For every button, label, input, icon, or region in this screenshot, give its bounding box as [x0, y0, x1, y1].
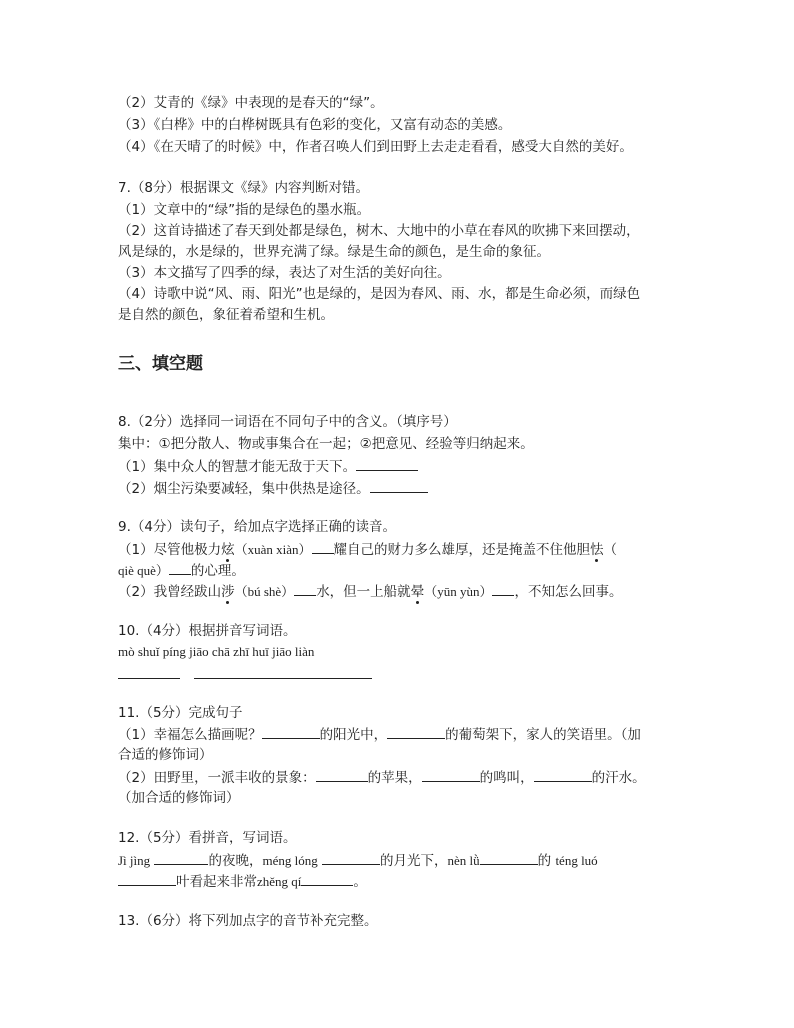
answer-blank[interactable]	[356, 456, 418, 471]
q12-text: 。	[353, 874, 367, 890]
dotted-char: 涉	[221, 584, 235, 600]
q7-line-4a: （4）诗歌中说“风、雨、阳光”也是绿的，是因为春风、雨、水，都是生命必须，而绿色	[118, 286, 641, 302]
q12-line-1	[118, 850, 598, 871]
q7-line-1: （1）文章中的“绿”指的是绿色的墨水瓶。	[118, 202, 371, 218]
answer-blank[interactable]	[422, 767, 480, 782]
answer-blank[interactable]	[169, 560, 191, 575]
q9-text: 耀自己的财力多么雄厚，还是掩盖不住他胆	[333, 542, 590, 558]
q9-line-2	[118, 581, 622, 602]
dotted-char: 晕	[410, 584, 425, 600]
q12-text: 的月光下，	[380, 853, 448, 869]
answer-blank[interactable]	[294, 581, 316, 596]
q8-line-2	[118, 478, 428, 499]
answer-blank[interactable]	[387, 724, 445, 739]
q8-title: 8.（2分）选择同一词语在不同句子中的含义。（填序号）	[118, 414, 457, 430]
q12-text: 的夜晚，	[208, 853, 263, 869]
q11-line-1b: 合适的修饰词）	[118, 747, 213, 763]
q8-line-1	[118, 456, 418, 477]
q9-pinyin-options: （bú shè）	[234, 584, 295, 599]
q12-line-2	[118, 871, 367, 892]
q7-line-2a: （2）这首诗描述了春天到处都是绿色，树木、大地中的小草在春风的吹拂下来回摆动，	[118, 223, 640, 239]
q9-line-1b	[118, 560, 245, 581]
q11-line-2	[118, 767, 646, 788]
q11-line-2b: （加合适的修饰词）	[118, 790, 240, 806]
q11-text: （1）幸福怎么描画呢？	[118, 727, 262, 743]
q8-line-2-text: （2）烟尘污染要减轻，集中供热是途径。	[118, 481, 370, 497]
q11-line-1	[118, 724, 641, 745]
q9-text: （2）我曾经跋山	[118, 584, 222, 600]
q11-text: 的鸣叫，	[479, 770, 534, 786]
answer-blank[interactable]	[370, 478, 428, 493]
q9-text: （1）尽管他极力	[118, 542, 222, 558]
q9-pinyin-options: qiè què）	[118, 563, 169, 578]
answer-blank[interactable]	[118, 871, 176, 886]
q12-title: 12.（5分）看拼音，写词语。	[118, 830, 297, 846]
q12-text: 叶看起来非常	[176, 874, 257, 890]
dotted-char: 怯	[590, 542, 604, 558]
answer-blank[interactable]	[534, 767, 592, 782]
q11-text: 的阳光中，	[319, 727, 388, 743]
answer-blank[interactable]	[262, 724, 320, 739]
q12-text: 的	[537, 853, 552, 869]
q7-line-2b: 风是绿的，水是绿的，世界充满了绿。绿是生命的颜色，是生命的象征。	[118, 244, 550, 260]
answer-blank[interactable]	[316, 767, 368, 782]
q9-text: （	[603, 542, 617, 558]
q7-line-4b: 是自然的颜色，象征着希望和生机。	[118, 307, 334, 323]
answer-blank[interactable]	[154, 850, 208, 865]
answer-blank[interactable]	[194, 664, 372, 679]
q7-line-3: （3）本文描写了四季的绿，表达了对生活的美好向往。	[118, 265, 451, 281]
q12-pinyin: zhěng qí	[257, 874, 302, 889]
s1-line-2: （2）艾青的《绿》中表现的是春天的“绿”。	[118, 95, 384, 111]
q9-pinyin-options: （xuàn xiàn）	[234, 542, 312, 557]
q8-definition: 集中：①把分散人、物或事集合在一起；②把意见、经验等归纳起来。	[118, 436, 534, 452]
q11-text: 的汗水。	[591, 770, 646, 786]
q11-text: （2）田野里，一派丰收的景象：	[118, 770, 316, 786]
answer-blank[interactable]	[480, 850, 538, 865]
q10-blanks	[118, 664, 372, 685]
answer-blank[interactable]	[118, 664, 180, 679]
q7-title: 7.（8分）根据课文《绿》内容判断对错。	[118, 180, 369, 196]
q9-text: ，不知怎么回事。	[514, 584, 623, 600]
q9-line-1a	[118, 539, 617, 560]
q11-text: 的苹果，	[367, 770, 422, 786]
q12-pinyin: téng luó	[555, 853, 598, 868]
q9-text: 的心理。	[190, 563, 245, 579]
q12-pinyin: Jì jìng	[118, 853, 151, 868]
q9-pinyin-options: （yūn yùn）	[424, 584, 493, 599]
q12-pinyin: méng lóng	[262, 853, 318, 868]
q11-title: 11.（5分）完成句子	[118, 705, 243, 721]
q9-text: 水，但一上船就	[316, 584, 411, 600]
dotted-char: 炫	[221, 542, 235, 558]
answer-blank[interactable]	[301, 871, 353, 886]
q8-line-1-text: （1）集中众人的智慧才能无敌于天下。	[118, 459, 357, 475]
s1-line-4: （4）《在天晴了的时候》中，作者召唤人们到田野上去走走看看，感受大自然的美好。	[118, 139, 633, 155]
answer-blank[interactable]	[312, 539, 334, 554]
q9-title: 9.（4分）读句子，给加点字选择正确的读音。	[118, 519, 396, 535]
q10-title: 10.（4分）根据拼音写词语。	[118, 623, 297, 639]
q13-title: 13.（6分）将下列加点字的音节补充完整。	[118, 913, 378, 929]
q10-pinyin: mò shuǐ píng jiāo chā zhī huī jiāo liàn	[118, 644, 315, 659]
section-title: 三、填空题	[118, 354, 203, 374]
s1-line-3: （3）《白桦》中的白桦树既具有色彩的变化，又富有动态的美感。	[118, 117, 512, 133]
q11-text: 的葡萄架下，家人的笑语里。（加	[445, 727, 641, 743]
q12-pinyin: nèn lǜ	[447, 853, 480, 868]
answer-blank[interactable]	[492, 581, 514, 596]
answer-blank[interactable]	[322, 850, 380, 865]
